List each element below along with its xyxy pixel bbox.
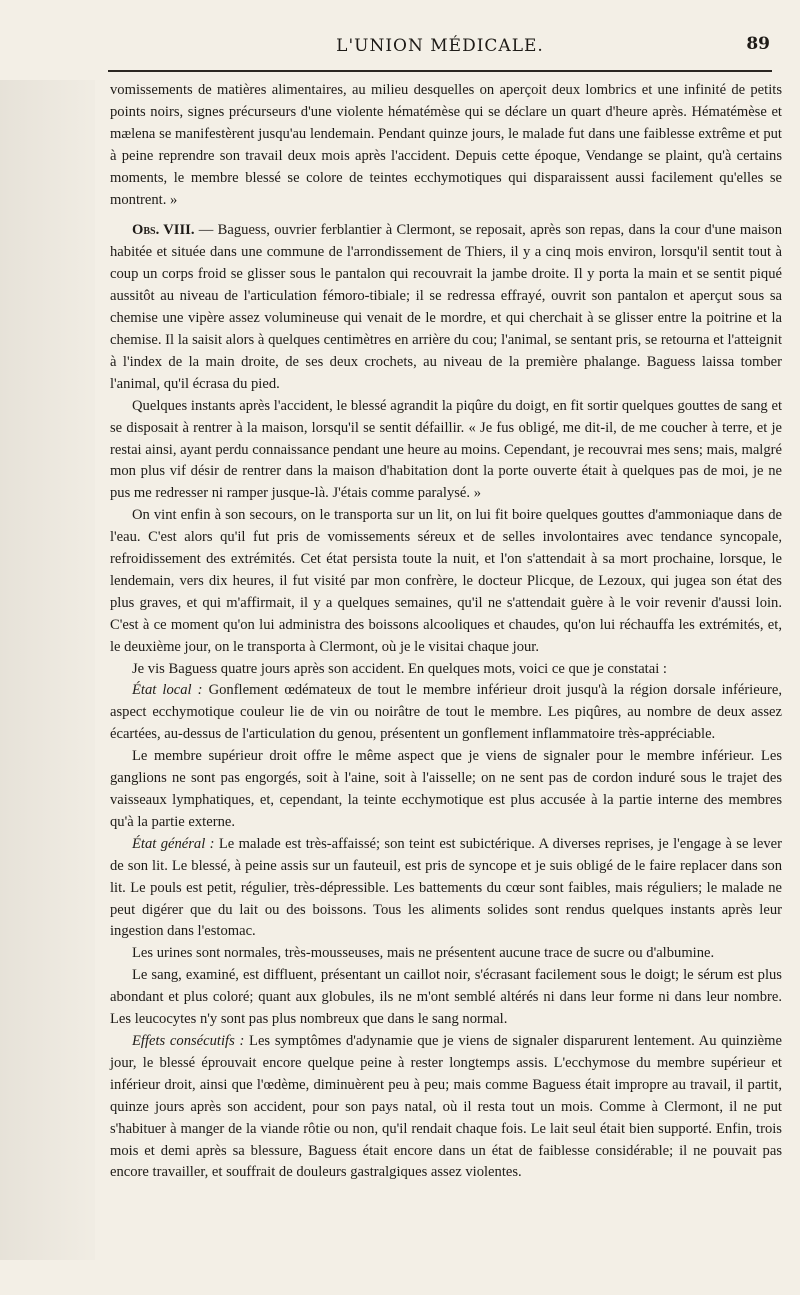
paragraph bbox=[110, 965, 782, 1031]
show-through-margin bbox=[0, 80, 95, 1260]
page-number: 89 bbox=[746, 34, 770, 54]
paragraph-text: Le sang, examiné, est diffluent, présentant un caillot noir, s'écrasant facilement sous le doigt; le sérum est plus abondant et plus coloré; quant aux globules, ils ne m'ont semblé altérés ni dans leur forme ni dans leur nombre. Les leucocytes n'y sont pas plus nombreux que dans le sang normal. bbox=[110, 967, 782, 1028]
paragraph bbox=[110, 659, 782, 681]
paragraph-etat-general bbox=[110, 834, 782, 944]
section-lead: État local : bbox=[132, 682, 203, 699]
paragraph bbox=[110, 505, 782, 658]
paragraph-obs-viii bbox=[110, 220, 782, 395]
section-lead: Effets consécutifs : bbox=[132, 1032, 245, 1049]
paragraph-text: Gonflement œdémateux de tout le membre inférieur droit jusqu'à la région dorsale inférieure, aspect ecchymotique couleur lie de vin ou noirâtre de tout le membre. Les piqûres, au nombre de deux assez écartées, au-dessus de l'articulation du genou, présentent un gonflement inflammatoire très-appréciable. bbox=[110, 682, 782, 743]
paragraph-text: Les urines sont normales, très-mousseuses, mais ne présentent aucune trace de sucre ou d'albumine. bbox=[132, 945, 715, 962]
paragraph-text: vomissements de matières alimentaires, au milieu desquelles on aperçoit deux lombrics et une infinité de petits points noirs, signes précurseurs d'une violente hématémèse qui se déclare un quart d'heure après. Hématémèse et mælena se manifestèrent jusqu'au lendemain. Pendant quinze jours, le malade fut dans une faiblesse extrême et put à peine reprendre son travail deux mois après l'accident. Depuis cette époque, Vendange se plaint, qu'à certains moments, le membre blessé se colore de teintes ecchymotiques qui disparaissent aussi facilement qu'elles se montrent. » bbox=[110, 82, 782, 208]
paragraph-text: On vint enfin à son secours, on le transporta sur un lit, on lui fit boire quelques gouttes d'ammoniaque dans de l'eau. C'est alors qu'il fut pris de vomissements séreux et de selles involontaires avec tendance syncopale, refroidissement des extrémités. Cet état persista toute la nuit, et l'on s'attendait à sa mort prochaine, lorsque, le lendemain, vers dix heures, il fut visité par mon confrère, le docteur Plicque, de Lezoux, qui jugea son état des plus graves, et qui m'affirmait, il y a quelques semaines, qu'il ne s'attendait guère à le voir revenir d'aussi loin. C'est à ce moment qu'on lui administra des boissons alcooliques et chaudes, qu'on lui réchauffa les extrémités, et, le deuxième jour, on le transporta à Clermont, où je le visitai chaque jour. bbox=[110, 507, 782, 655]
paragraph-text: Quelques instants après l'accident, le blessé agrandit la piqûre du doigt, en fit sortir quelques gouttes de sang et se disposait à rentrer à la maison, lorsqu'il se sentit défaillir. « Je fus obligé, me dit-il, de me coucher à terre, et je restai ainsi, ayant perdu connaissance pendant une heure au moins. Cependant, je recouvrai mes sens; mais, malgré mon plus vif désir de rentrer dans la maison d'habitation dont la porte ouverte était à quelques pas de moi, je ne pus me redresser ni ramper jusque-là. J'étais comme paralysé. » bbox=[110, 397, 782, 502]
paragraph bbox=[110, 80, 782, 211]
observation-heading: Obs. VIII. bbox=[132, 222, 195, 239]
paragraph bbox=[110, 396, 782, 506]
paragraph-text: Le membre supérieur droit offre le même aspect que je viens de signaler pour le membre inférieur. Les ganglions ne sont pas engorgés, soit à l'aine, soit à l'aisselle; on ne sent pas de cordon induré sous le trajet des vaisseaux lymphatiques, et, cependant, la teinte ecchymotique est plus accusée à la partie interne des membres qu'à la partie externe. bbox=[110, 748, 782, 830]
paragraph bbox=[110, 746, 782, 834]
paragraph bbox=[110, 943, 782, 965]
section-lead: État général : bbox=[132, 835, 215, 852]
paragraph-effets-consecutifs bbox=[110, 1031, 782, 1184]
header-rule bbox=[108, 70, 772, 72]
page-header bbox=[110, 30, 770, 64]
paragraph-text: Le malade est très-affaissé; son teint est subictérique. A diverses reprises, je l'engage à se lever de son lit. Le blessé, à peine assis sur un fauteuil, est pris de syncope et je suis obligé de le faire replacer dans son lit. Le pouls est petit, régulier, très-dépressible. Les battements du cœur sont faibles, mais réguliers; le malade ne peut digérer que du lait ou des boissons. Tous les aliments solides sont rendus quelques instants après leur ingestion dans l'estomac. bbox=[110, 835, 783, 940]
paragraph-text: — Baguess, ouvrier ferblantier à Clermont, se reposait, après son repas, dans la cour d'une maison habitée et située dans une commune de l'arrondissement de Thiers, il y a cinq mois environ, lorsqu'il sentit tout à coup un corps froid se glisser sous le pantalon qui recouvrait la jambe droite. Il y porta la main et se sentit piqué aussitôt au niveau de l'articulation fémoro-tibiale; il se redressa effrayé, ouvrit son pantalon et aperçut sous sa chemise une vipère assez volumineuse qui venait de le mordre, et qui cherchait à se glisser entre la poitrine et la chemise. Il la saisit alors à quelques centimètres en arrière du cou; l'animal, se sentant pris, se retourna et l'atteignit à l'index de la main droite, de ses deux crochets, au niveau de la première phalange. Baguess laissa tomber l'animal, qu'il écrasa du pied. bbox=[110, 222, 782, 392]
running-title: L'UNION MÉDICALE. bbox=[336, 36, 544, 56]
paragraph-text: Les symptômes d'adynamie que je viens de signaler disparurent lentement. Au quinzième jour, le blessé éprouvait encore quelque peine à rester longtemps assis. L'ecchymose du membre supérieur et inférieur droit, ainsi que l'œdème, diminuèrent peu à peu; mais comme Baguess était impropre au travail, il partit, quinze jours après son accident, pour son pays natal, où il resta tout un mois. Comme à Clermont, il ne put s'habituer à manger de la viande rôtie ou non, qu'il rendait chaque fois. Le lait seul était bien supporté. Enfin, trois mois et demi après sa blessure, Baguess était encore dans un état de faiblesse considérable; il ne pouvait pas encore travailler, et souffrait de douleurs gastralgiques assez violentes. bbox=[110, 1032, 782, 1181]
paragraph-etat-local bbox=[110, 680, 782, 746]
article-body bbox=[110, 80, 782, 1184]
paragraph-text: Je vis Baguess quatre jours après son accident. En quelques mots, voici ce que je constatai : bbox=[132, 660, 667, 677]
